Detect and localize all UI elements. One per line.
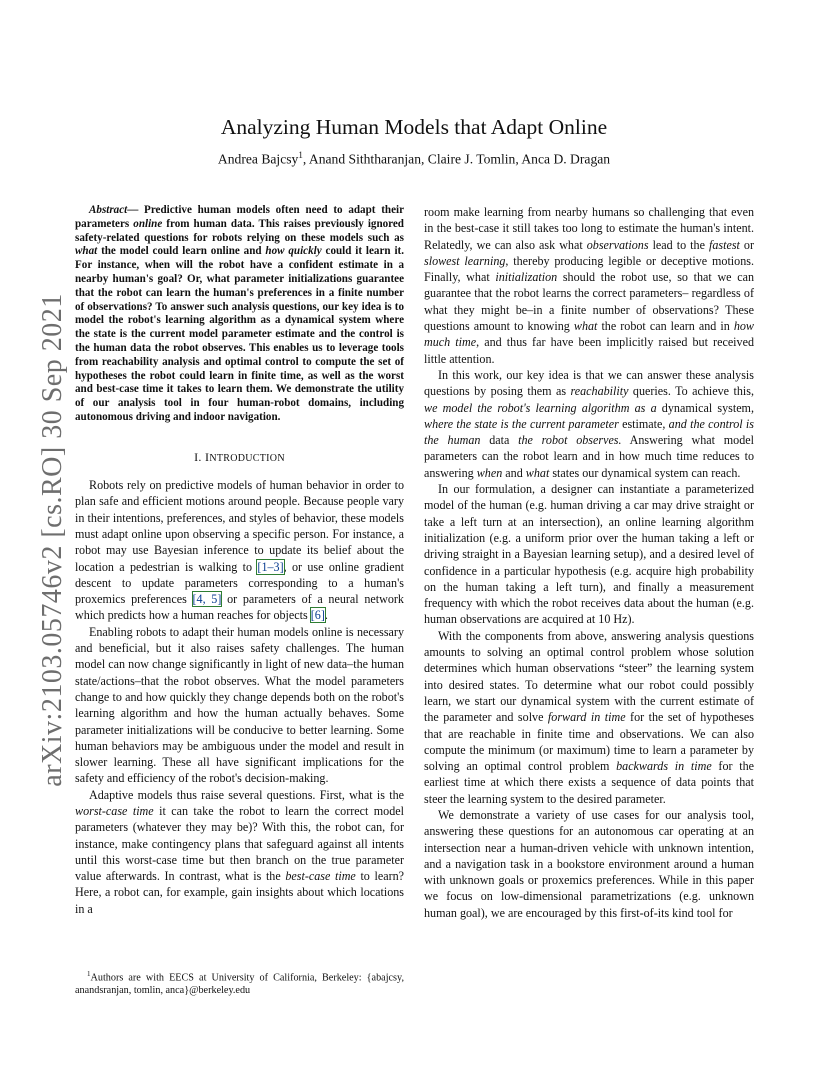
footnote-marker: 1 bbox=[298, 150, 303, 160]
section-number: I. bbox=[194, 449, 206, 464]
body-emph: parameter bbox=[568, 416, 619, 431]
body-text: states our dynamical system can reach. bbox=[549, 465, 741, 480]
section-title-caps: NTRODUCTION bbox=[209, 452, 285, 464]
body-text: or parameters of a neural network which predicts how a human reaches for objects bbox=[75, 592, 404, 623]
body-emph: observations bbox=[586, 237, 649, 252]
footnote-text: Authors are with EECS at University of California, Berkeley: {abajcsy, anandsranjan, tomlin, anca}@berkeley.edu bbox=[75, 972, 404, 997]
body-text: With the components from above, answering analysis questions amounts to solving an optimal control problem whose solution determines which human observations “steer” the learning system into desired states. To determine what our robot could possibly learn, we start our dynamical system with the current estimate of the parameter and solve bbox=[424, 628, 754, 725]
left-column bbox=[75, 204, 404, 917]
body-text: queries. To achieve this, bbox=[628, 384, 754, 399]
body-emph: what bbox=[525, 465, 550, 480]
affiliation-footnote bbox=[75, 968, 404, 997]
citation-link[interactable]: [1–3] bbox=[257, 559, 284, 574]
body-text: , or use online gradient descent to update parameters corresponding to a human's proxemics preferences bbox=[75, 559, 404, 607]
body-text: data bbox=[480, 433, 519, 448]
abstract-text: from human data. This raises previously ignored safety-related questions for robots relying on these models such as bbox=[75, 217, 404, 244]
citation-link[interactable]: [6] bbox=[310, 608, 325, 623]
abstract-text: — Predictive human models often need to adapt their parameters bbox=[75, 204, 404, 230]
body-emph: when bbox=[476, 465, 503, 480]
body-emph: worst-case time bbox=[75, 803, 154, 818]
arxiv-identifier: arXiv:2103.05746v2 [cs.RO] 30 Sep 2021 bbox=[37, 293, 68, 787]
body-text: and bbox=[502, 465, 526, 480]
right-paragraph-2 bbox=[424, 367, 754, 481]
intro-paragraph-1 bbox=[75, 477, 404, 624]
citation-link[interactable]: [4, 5] bbox=[192, 592, 222, 607]
abstract-emph: how quickly bbox=[265, 245, 322, 258]
body-text: should the robot use, so that we can guarantee that the robot learns the correct parameters– regardless of what they might be–in a finite number of observations? These questions amount to knowing bbox=[424, 270, 754, 334]
abstract-text: the model could learn online and bbox=[97, 245, 266, 258]
paper-title: Analyzing Human Models that Adapt Online bbox=[220, 115, 608, 140]
author-rest: , Anand Siththaranjan, Claire J. Tomlin, Anca D. Dragan bbox=[302, 151, 611, 167]
abstract-text: could it learn it. For instance, when will the robot have a confident estimate in a nearby human's goal? Or, what parameter initializations guarantee that the robot can learn the human's preferences in a finite number of observations? To answer such analysis questions, our key idea is to model the robot's learning algorithm as a dynamical system where the state is the current model parameter estimate and the control is the human data the robot observes. This enables us to leverage tools from reachability analysis and optimal control to compute the set of hypotheses the robot could learn in finite time, as well as the worst and best-case time it takes to learn them. We demonstrate the utility of our analysis tool in four human-robot domains, including autonomous driving and indoor navigation. bbox=[75, 245, 404, 423]
body-emph: how much time bbox=[424, 319, 754, 350]
section-initial: I bbox=[205, 449, 210, 464]
body-text: the robot can learn and in bbox=[597, 319, 734, 334]
body-text: , thereby producing legible or deceptive motions. Finally, what bbox=[424, 253, 754, 285]
author-first: Andrea Bajcsy bbox=[217, 151, 299, 167]
body-text: . bbox=[324, 608, 328, 623]
body-text: for the set of hypotheses that are reachable in finite time and observations. We can also compute the minimum (or maximum) time to learn a parameter by solving an optimal control problem bbox=[424, 710, 754, 774]
body-text: In this work, our key idea is that we can answer these analysis questions by posing them as bbox=[424, 367, 754, 399]
body-emph: the robot observes. bbox=[518, 433, 622, 448]
body-text: lead to the bbox=[648, 237, 709, 252]
body-emph: best-case time bbox=[285, 869, 356, 884]
body-emph: forward in time bbox=[547, 710, 626, 725]
body-text: Adaptive models thus raise several questions. First, what is the bbox=[89, 787, 404, 802]
author-list bbox=[0, 150, 828, 168]
body-emph: , and the control is the human bbox=[424, 416, 754, 448]
body-text: for the earliest time at which there exists a sequence of data points that steer the learning system to the desired parameter. bbox=[424, 759, 754, 806]
body-text: Robots rely on predictive models of human behavior in order to plan safe and efficient motions around people. Because people vary in their intentions, preferences, and styles of behavior, these models must adapt online upon observing a specific person. For instance, a robot may use Bayesian inference to update its belief about the location a pedestrian is walking to bbox=[75, 478, 404, 574]
body-text: it can take the robot to learn the correct model parameters (whatever they may be)? With this, the robot can, for instance, make contingency plans that safeguard against all intents until this worst-case time but then branch on the true parameter value afterwards. In contrast, what is the bbox=[75, 803, 405, 884]
body-text: Answering what model parameters can the robot learn and in how much time reduces to answering bbox=[424, 433, 754, 480]
body-emph: reachability bbox=[570, 384, 629, 399]
right-paragraph-3: In our formulation, a designer can instantiate a parameterized model of the human (e.g. human driving a car may drive straight or take a left turn at an intersection), an online learning algorithm initialization (e.g. a uniform prior over the human taking a left or driving straight in a Bayesian learning setup), and a desired level of confidence in a particular hypothesis (e.g. acquire high probability on the human taking a left turn), and finally a measurement frequency with which the robot receives data about the human (e.g. human observations are acquired at 10 Hz). bbox=[424, 482, 754, 627]
right-paragraph-5: We demonstrate a variety of use cases for our analysis tool, answering these questions for an autonomous car operating at an intersection near a human-driven vehicle with unknown intention, and a navigation task in a bookstore environment around a human with unknown goals or proxemics preferences. While in this paper we focus on low-dimensional parametrizations (e.g. unknown human goal), we are encouraged by this first-of-its kind tool for bbox=[424, 807, 754, 920]
body-emph: fastest bbox=[708, 237, 740, 252]
right-paragraph-1 bbox=[424, 204, 754, 367]
intro-paragraph-3 bbox=[75, 787, 404, 917]
body-text: estimate bbox=[618, 416, 663, 431]
body-emph: slowest learning bbox=[424, 253, 506, 268]
abstract-emph: online bbox=[133, 217, 163, 230]
right-column bbox=[424, 204, 754, 921]
abstract-emph: what bbox=[75, 245, 98, 258]
section-heading-introduction bbox=[75, 449, 404, 467]
body-emph: we model the robot's learning algorithm as a bbox=[424, 400, 657, 415]
body-emph: backwards in time bbox=[616, 759, 712, 774]
body-text: , and thus far have been implicitly raised but received little attention. bbox=[424, 335, 755, 366]
body-emph: initialization bbox=[495, 270, 558, 285]
body-text: room make learning from nearby humans so challenging that even in the best-case it still takes too long to estimate the human's intent. Relatedly, we can also ask what bbox=[424, 205, 754, 252]
body-emph: , where the state is the current bbox=[424, 400, 754, 431]
footnote-mark: 1 bbox=[87, 970, 91, 978]
right-paragraph-4 bbox=[424, 628, 754, 807]
abstract bbox=[75, 204, 404, 425]
intro-paragraph-2: Enabling robots to adapt their human models online is necessary and beneficial, but it also raises safety challenges. The human model can now change significantly in light of new data–the human state/actions–that the robot observes. What the model parameters change to and how quickly they change depends both on the robot's learning algorithm and how the human actually behaves. Some parameter initializations will be conducive to better learning. Some human behaviors may be ambiguous under the model and result in slower learning. These all have significant implications for the safety and efficiency of the robot's decision-making. bbox=[75, 624, 404, 786]
body-emph: what bbox=[573, 319, 598, 334]
abstract-label: Abstract bbox=[89, 204, 128, 216]
body-text: to learn? Here, a robot can, for example, gain insights about which locations in a bbox=[75, 869, 405, 916]
body-text: dynamical system bbox=[656, 400, 751, 415]
body-text: or bbox=[739, 237, 755, 252]
